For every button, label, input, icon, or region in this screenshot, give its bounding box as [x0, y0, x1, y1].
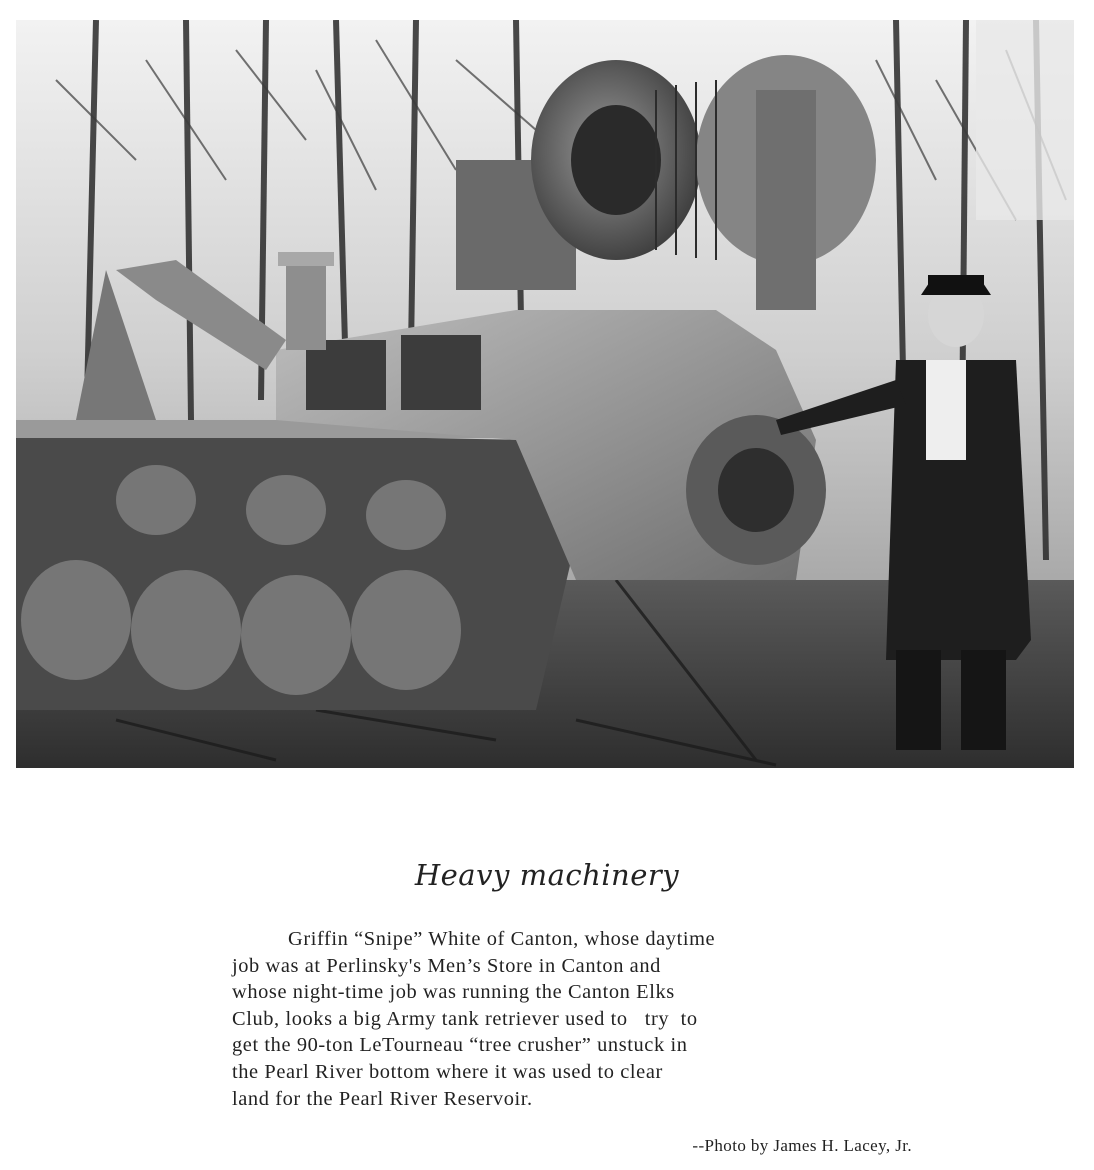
photo-credit: --Photo by James H. Lacey, Jr. — [692, 1136, 912, 1155]
caption-line: whose night-time job was running the Canton Elks — [232, 981, 675, 1004]
caption-title: Heavy machinery — [414, 858, 680, 892]
caption-line: job was at Perlinsky's Men’s Store in Canton and — [232, 954, 661, 977]
caption-line: Club, looks a big Army tank retriever used to try to — [232, 1007, 698, 1030]
caption-line: Griffin “Snipe” White of Canton, whose daytime — [288, 928, 716, 950]
caption-line: get the 90-ton LeTourneau “tree crusher” unstuck in — [232, 1034, 688, 1057]
caption-line: land for the Pearl River Reservoir. — [232, 1087, 533, 1110]
photo-illustration — [16, 20, 1074, 768]
caption-line: the Pearl River bottom where it was used to clear — [232, 1060, 663, 1083]
caption-body — [232, 926, 904, 1112]
photograph-tank-retriever — [16, 20, 1074, 768]
